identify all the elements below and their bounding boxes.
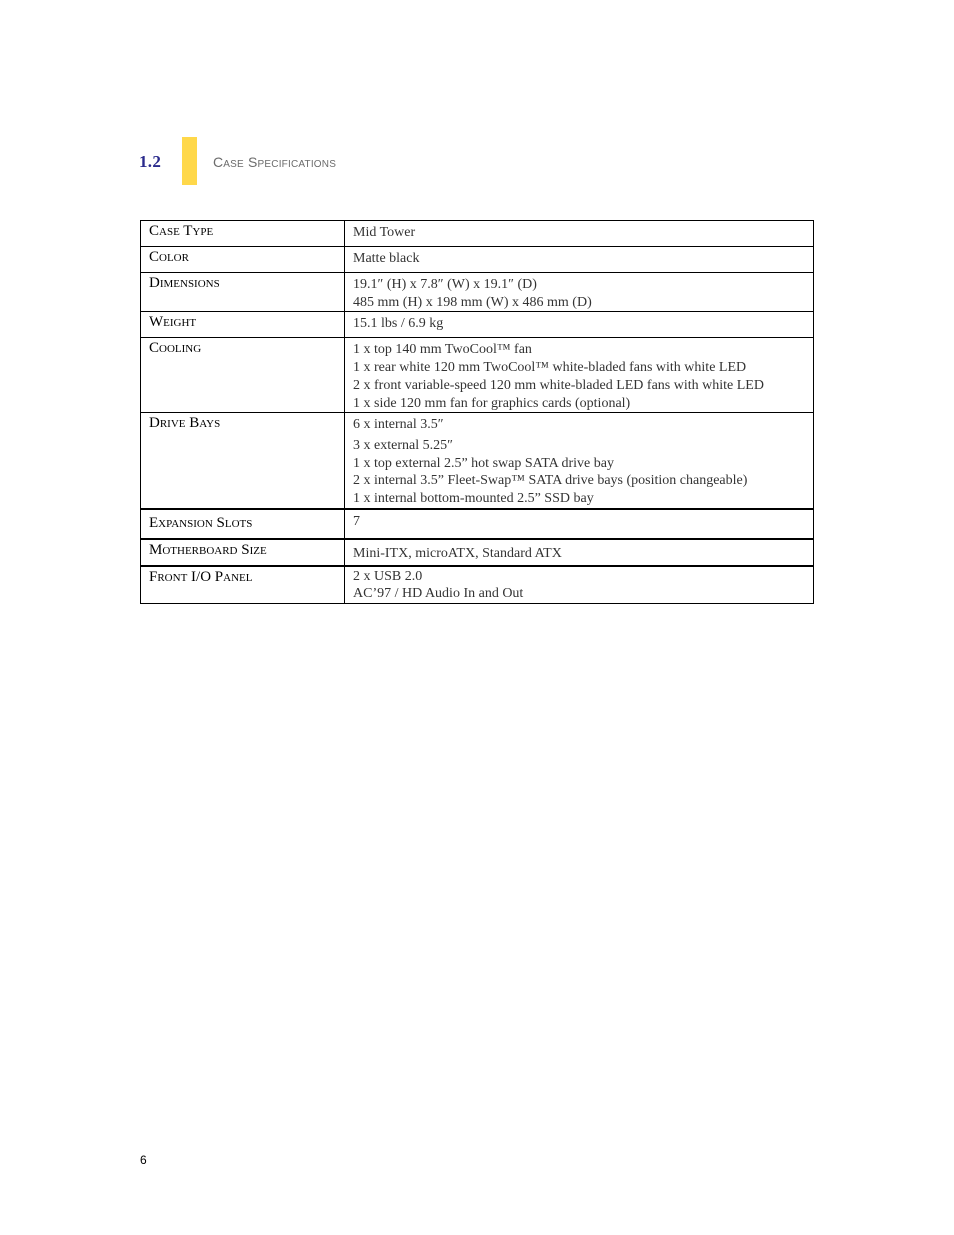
spec-label: Case Type <box>141 221 345 247</box>
spec-label: Motherboard Size <box>141 539 345 566</box>
table-row <box>141 413 814 509</box>
spec-value-line: 485 mm (H) x 198 mm (W) x 486 mm (D) <box>353 294 592 310</box>
spec-value <box>345 566 814 604</box>
spec-value-line: 19.1″ (H) x 7.8″ (W) x 19.1″ (D) <box>353 277 537 292</box>
spec-label: Drive Bays <box>141 413 345 509</box>
section-accent-bar <box>182 137 197 185</box>
table-row <box>141 221 814 247</box>
spec-value <box>345 413 814 509</box>
table-row <box>141 539 814 566</box>
spec-label: Color <box>141 247 345 273</box>
spec-label: Weight <box>141 312 345 338</box>
spec-value-line: AC’97 / HD Audio In and Out <box>353 586 524 602</box>
spec-value <box>345 312 814 338</box>
table-row <box>141 247 814 273</box>
spec-value-line: 1 x internal bottom-mounted 2.5” SSD bay <box>353 491 594 507</box>
spec-value <box>345 338 814 413</box>
table-row <box>141 509 814 539</box>
spec-value <box>345 247 814 273</box>
spec-value-line: 1 x side 120 mm fan for graphics cards (optional) <box>353 395 631 411</box>
spec-value-line: 6 x internal 3.5″ <box>353 417 444 433</box>
section-title: Case Specifications <box>213 154 337 170</box>
spec-value-line: 2 x USB 2.0 <box>353 568 423 584</box>
spec-label: Dimensions <box>141 273 345 312</box>
spec-value-line: 1 x top 140 mm TwoCool™ fan <box>353 342 532 358</box>
spec-value <box>345 539 814 566</box>
spec-value-line: Mini-ITX, microATX, Standard ATX <box>353 545 562 561</box>
spec-value-line: Mid Tower <box>353 225 416 240</box>
spec-value <box>345 509 814 539</box>
spec-value-line: 1 x rear white 120 mm TwoCool™ white-bladed fans with white LED <box>353 360 747 376</box>
spec-value-line: 1 x top external 2.5” hot swap SATA drive bay <box>353 455 614 471</box>
spec-value <box>345 221 814 247</box>
spec-value-line: 7 <box>353 513 360 529</box>
table-row <box>141 338 814 413</box>
spec-label: Expansion Slots <box>141 509 345 539</box>
spec-value-line: 3 x external 5.25″ <box>353 437 453 453</box>
spec-table <box>140 220 814 604</box>
spec-label: Front I/O Panel <box>141 566 345 604</box>
table-row <box>141 273 814 312</box>
page-number: 6 <box>140 1153 147 1167</box>
spec-value <box>345 273 814 312</box>
spec-value-line: 2 x internal 3.5” Fleet-Swap™ SATA drive bays (position changeable) <box>353 473 748 489</box>
table-row <box>141 312 814 338</box>
table-row <box>141 566 814 604</box>
spec-value-line: 15.1 lbs / 6.9 kg <box>353 316 444 332</box>
section-number: 1.2 <box>139 152 162 171</box>
spec-label: Cooling <box>141 338 345 413</box>
spec-value-line: 2 x front variable-speed 120 mm white-bladed LED fans with white LED <box>353 377 764 393</box>
spec-value-line: Matte black <box>353 251 420 266</box>
